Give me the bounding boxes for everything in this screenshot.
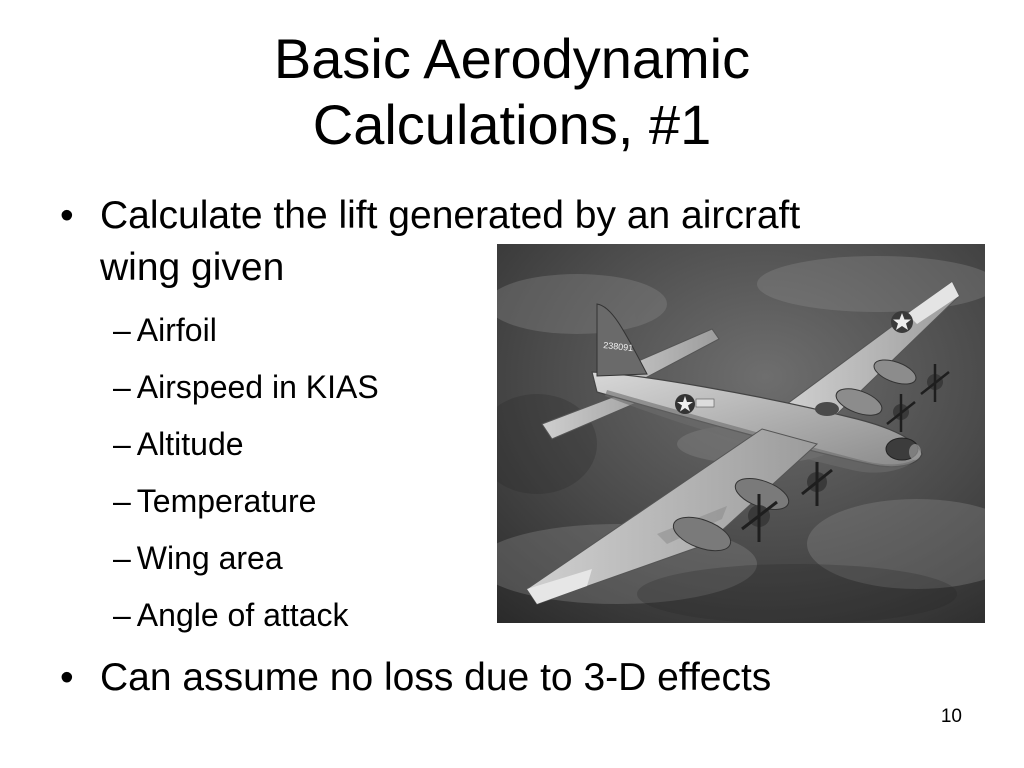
tail-code: 238091 <box>602 340 634 354</box>
sub-bullet-text: Wing area <box>136 540 283 576</box>
slide-title-line-2: Calculations, #1 <box>312 93 712 156</box>
sub-bullet-text: Temperature <box>136 483 317 519</box>
sub-bullet-text: Angle of attack <box>136 597 349 633</box>
sub-bullet-item <box>113 481 316 521</box>
sub-bullet-symbol: – <box>113 597 131 633</box>
sub-bullet-symbol: – <box>113 312 131 348</box>
sub-bullet-symbol: – <box>113 369 131 405</box>
sub-bullet-item <box>113 424 244 464</box>
bullet-text-line-2: wing given <box>100 246 285 289</box>
aircraft-photo <box>497 244 985 623</box>
bullet-symbol: • <box>60 194 74 237</box>
sub-bullet-item <box>113 538 283 578</box>
slide-title <box>0 26 1024 158</box>
bullet-text-line-1: Can assume no loss due to 3-D effects <box>100 656 772 699</box>
sub-bullet-symbol: – <box>113 426 131 462</box>
sub-bullet-text: Airspeed in KIAS <box>136 369 379 405</box>
page-number: 10 <box>940 706 962 727</box>
sub-bullet-item <box>113 367 379 407</box>
sub-bullet-symbol: – <box>113 483 131 519</box>
bullet-symbol: • <box>60 656 74 699</box>
sub-bullet-item <box>113 310 217 350</box>
sub-bullet-symbol: – <box>113 540 131 576</box>
sub-bullet-item <box>113 595 348 635</box>
sub-bullet-text: Altitude <box>136 426 244 462</box>
sub-bullet-text: Airfoil <box>136 312 217 348</box>
bullet-item <box>60 652 940 704</box>
bullet-text-line-1: Calculate the lift generated by an aircraft <box>100 194 801 237</box>
slide-title-line-1: Basic Aerodynamic <box>273 27 751 90</box>
